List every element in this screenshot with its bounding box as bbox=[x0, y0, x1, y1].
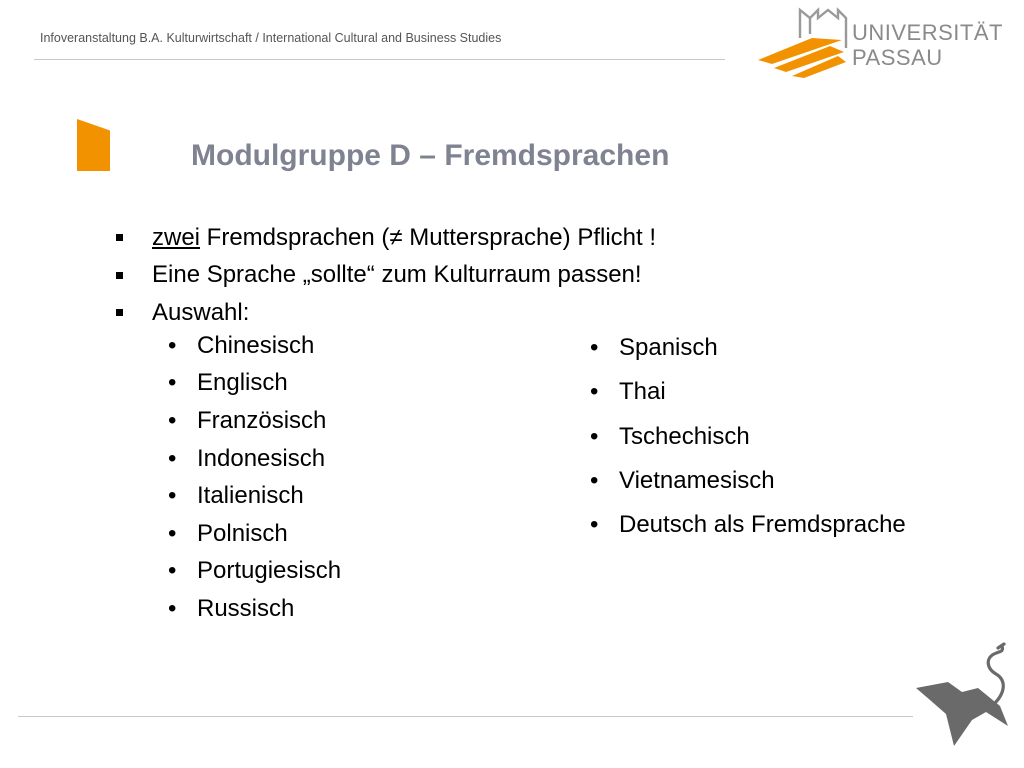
language-name: Portugiesisch bbox=[197, 557, 342, 585]
language-name: Italienisch bbox=[197, 482, 304, 510]
language-item bbox=[168, 553, 341, 591]
university-emblem-icon bbox=[752, 6, 852, 78]
bottom-divider bbox=[18, 716, 913, 717]
bullet-text: Eine Sprache „sollte“ zum Kulturraum passen! bbox=[152, 261, 642, 289]
language-name: Thai bbox=[619, 378, 666, 406]
bullet-item bbox=[116, 219, 656, 257]
bullet-text: Fremdsprachen (≠ Muttersprache) Pflicht ! bbox=[200, 223, 657, 251]
university-logo bbox=[752, 6, 1012, 78]
language-name: Russisch bbox=[197, 594, 295, 622]
slide-marker-icon bbox=[77, 119, 110, 171]
logo-line-1: UNIVERSITÄT bbox=[852, 20, 1003, 45]
language-item bbox=[590, 415, 906, 459]
language-list-right bbox=[590, 326, 906, 547]
language-name: Englisch bbox=[197, 369, 288, 397]
square-bullet-icon bbox=[116, 272, 123, 279]
language-item bbox=[168, 327, 341, 365]
language-item bbox=[168, 440, 341, 478]
language-item bbox=[168, 365, 341, 403]
language-name: Spanisch bbox=[619, 334, 718, 362]
square-bullet-icon bbox=[116, 234, 123, 241]
bullet-dot-icon: • bbox=[168, 519, 177, 547]
language-item bbox=[590, 503, 906, 547]
top-divider bbox=[34, 59, 725, 60]
bullet-dot-icon: • bbox=[168, 369, 177, 397]
language-name: Polnisch bbox=[197, 519, 288, 547]
bullet-dot-icon: • bbox=[590, 334, 599, 362]
language-item bbox=[168, 515, 341, 553]
square-bullet-icon bbox=[116, 309, 123, 316]
language-name: Indonesisch bbox=[197, 444, 326, 472]
bullet-item bbox=[116, 294, 656, 332]
slide-title: Modulgruppe D – Fremdsprachen bbox=[191, 139, 670, 172]
language-list-left bbox=[168, 327, 341, 628]
language-item bbox=[168, 590, 341, 628]
bullet-dot-icon: • bbox=[168, 557, 177, 585]
bullet-dot-icon: • bbox=[168, 406, 177, 434]
language-item bbox=[590, 459, 906, 503]
logo-line-2: PASSAU bbox=[852, 45, 943, 70]
language-item bbox=[168, 477, 341, 515]
header-text: Infoveranstaltung B.A. Kulturwirtschaft / International Cultural and Business Studies bbox=[40, 31, 502, 45]
bullet-emphasis: zwei bbox=[152, 223, 201, 251]
language-item bbox=[590, 326, 906, 370]
language-item bbox=[168, 402, 341, 440]
bullet-dot-icon: • bbox=[168, 444, 177, 472]
language-name: Französisch bbox=[197, 406, 327, 434]
language-item bbox=[590, 370, 906, 414]
bullet-dot-icon: • bbox=[590, 422, 599, 450]
bullet-dot-icon: • bbox=[590, 467, 599, 495]
bullet-item bbox=[116, 257, 656, 295]
bullet-dot-icon: • bbox=[168, 594, 177, 622]
language-name: Tschechisch bbox=[619, 422, 750, 450]
main-bullet-list bbox=[116, 219, 656, 332]
language-name: Deutsch als Fremdsprache bbox=[619, 511, 906, 539]
bullet-dot-icon: • bbox=[590, 511, 599, 539]
bullet-dot-icon: • bbox=[590, 378, 599, 406]
bullet-text: Auswahl: bbox=[152, 298, 250, 326]
language-name: Vietnamesisch bbox=[619, 467, 775, 495]
language-name: Chinesisch bbox=[197, 331, 315, 359]
wolf-emblem-icon bbox=[914, 642, 1009, 747]
bullet-dot-icon: • bbox=[168, 331, 177, 359]
bullet-dot-icon: • bbox=[168, 482, 177, 510]
